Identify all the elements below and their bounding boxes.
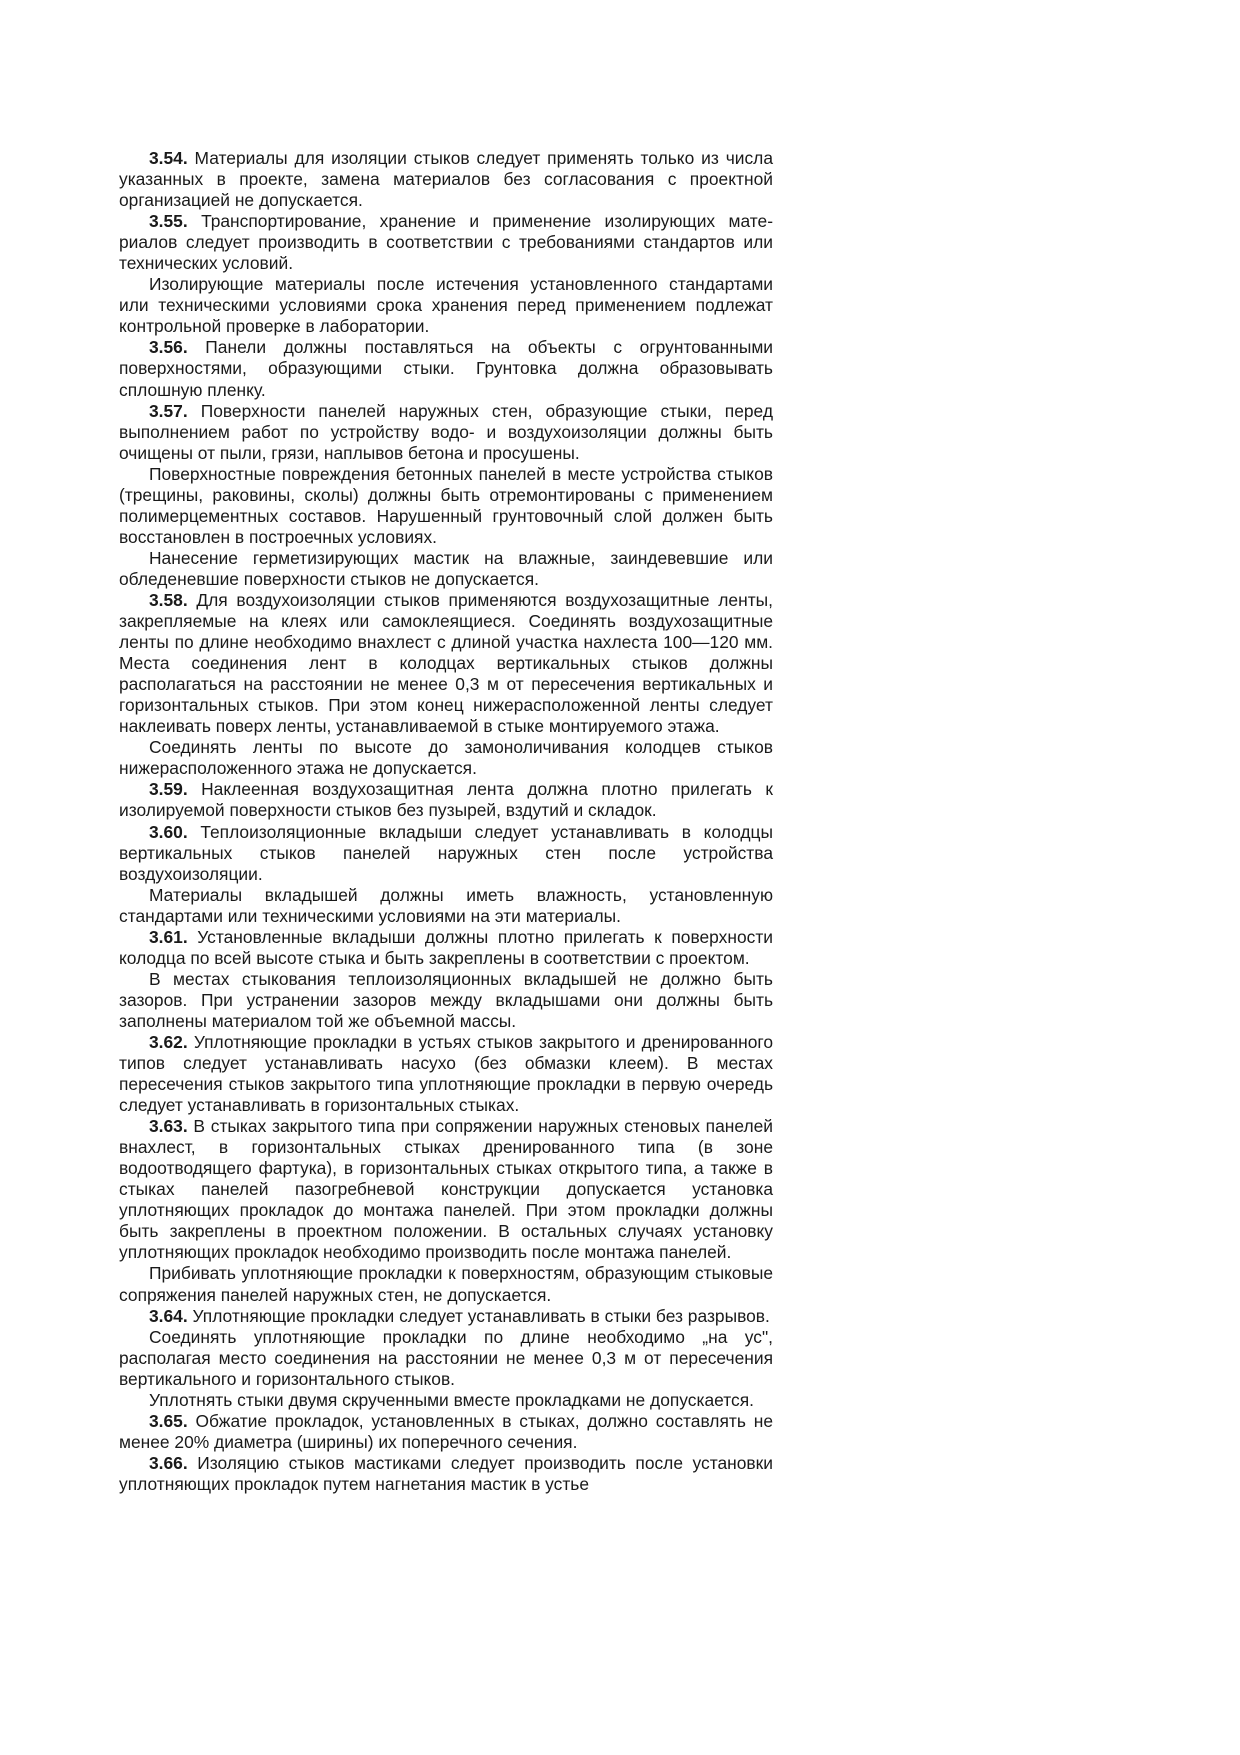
- paragraph-3-60: [119, 822, 773, 885]
- paragraph-3-58: [119, 590, 773, 737]
- paragraph-3-66: [119, 1453, 773, 1495]
- paragraph-3-57: [119, 401, 773, 464]
- clause-text: Уплотнять стыки двумя скрученными вместе прокладками не допускается.: [149, 1389, 754, 1410]
- clause-text: Для воздухоизоляции стыков применяются воздухозащитные ленты, закрепляемые на клеях или самоклеящиеся. Соединять воздухозащитные ленты по длине необходимо внахлест с длиной участка нахлеста 100—120 мм. Места соединения лент в колодцах вертикальных стыков должны располагаться на расстоянии не менее 0,3 м от пересечения вертикальных и горизонтальных стыков. При этом конец нижерасположенной ленты следует наклеивать поверх ленты, устанавливаемой в стыке монтируемого этажа.: [119, 589, 773, 737]
- clause-number: 3.66.: [149, 1452, 188, 1473]
- paragraph-3-54: [119, 148, 773, 211]
- clause-number: 3.65.: [149, 1410, 188, 1431]
- clause-text: Установленные вкладыши должны плотно прилегать к поверхности колодца по всей высоте стыка и быть закреплены в соответствии с проектом.: [119, 926, 773, 968]
- clause-number: 3.59.: [149, 779, 188, 800]
- clause-text: Прибивать уплотняющие прокладки к поверхностям, образующим стыковые сопряжения панелей наружных стен, не допускается.: [119, 1263, 773, 1305]
- paragraph-3-65: [119, 1411, 773, 1453]
- clause-text: Обжатие прокладок, установленных в стыках, должно составлять не менее 20% диаметра (ширины) их поперечного сечения.: [119, 1410, 773, 1452]
- clause-text: Поверхности панелей наружных стен, образующие стыки, перед выполнением работ по устройству водо- и воздухоизоляции должны быть очищены от пыли, грязи, наплывов бетона и просушены.: [119, 400, 773, 463]
- clause-number: 3.57.: [149, 400, 188, 421]
- clause-text: Панели должны поставляться на объекты с огрунтованными поверхностями, образующими стыки. Грунтовка должна образовывать сплошную пленку.: [119, 337, 773, 400]
- clause-text: Материалы для изоляции стыков следует применять только из числа указанных в проекте, замена материалов без согласования с проектной организацией не допускается.: [119, 148, 773, 211]
- paragraph-3-61: [119, 927, 773, 969]
- paragraph: [119, 737, 773, 779]
- paragraph: [119, 1327, 773, 1390]
- clause-number: 3.63.: [149, 1116, 188, 1137]
- clause-text: В местах стыкования теплоизоляционных вкладышей не должно быть зазоров. При устранении зазоров между вкладышами они должны быть заполнены материалом той же объемной массы.: [119, 968, 773, 1031]
- paragraph-3-63: [119, 1116, 773, 1263]
- clause-number: 3.55.: [149, 211, 188, 232]
- clause-number: 3.61.: [149, 926, 188, 947]
- clause-text: Транспортирование, хранение и применение изолирующих материалов следует производить в соответствии с требованиями стандартов или технических условий.: [119, 211, 773, 274]
- clause-text: Уплотняющие прокладки в устьях стыков закрытого и дренированного типов следует устанавливать насухо (без обмазки клеем). В местах пересечения стыков закрытого типа уплотняющие прокладки в первую очередь следует устанавливать в горизонтальных стыках.: [119, 1031, 773, 1116]
- clause-text: Поверхностные повреждения бетонных панелей в месте устройства стыков (трещины, раковины, сколы) должны быть отремонтированы с применением полимерцементных составов. Нарушенный грунтовочный слой должен быть восстановлен в построечных условиях.: [119, 463, 773, 547]
- clause-number: 3.60.: [149, 821, 188, 842]
- clause-number: 3.58.: [149, 589, 188, 610]
- paragraph: [119, 1390, 773, 1411]
- clause-number: 3.56.: [149, 337, 188, 358]
- paragraph-3-62: [119, 1032, 773, 1116]
- clause-text: Соединять уплотняющие прокладки по длине необходимо „на ус", располагая место соединения на расстоянии не менее 0,3 м от пересечения вертикального и горизонтального стыков.: [119, 1326, 773, 1389]
- paragraph: [119, 548, 773, 590]
- paragraph: [119, 464, 773, 548]
- clause-text: В стыках закрытого типа при сопряжении наружных стеновых панелей внахлест, в горизонтальных стыках дренированного типа (в зоне водоотводящего фартука), в горизонтальных стыках открытого типа, а также в стыках панелей пазогребневой конструкции допускается установка уплотняющих прокладок до монтажа панелей. При этом прокладки должны быть закреплены в проектном положении. В остальных случаях установку уплотняющих прокладок необходимо производить после монтажа панелей.: [119, 1116, 773, 1263]
- clause-text: Наклеенная воздухозащитная лента должна плотно прилегать к изолируемой поверхности стыков без пузырей, вздутий и складок.: [119, 779, 773, 821]
- document-page: [119, 148, 773, 1495]
- paragraph: [119, 274, 773, 337]
- clause-text: Материалы вкладышей должны иметь влажность, установленную стандартами или техническими условиями на эти материалы.: [119, 884, 773, 926]
- paragraph-3-64: [119, 1306, 773, 1327]
- paragraph: [119, 1263, 773, 1305]
- clause-number: 3.64.: [149, 1305, 188, 1326]
- clause-text: Изолирующие материалы после истечения установленного стандартами или техническими условиями срока хранения перед применением подлежат контрольной проверке в лаборатории.: [119, 274, 773, 337]
- paragraph-3-59: [119, 779, 773, 821]
- paragraph: [119, 969, 773, 1032]
- clause-text: Нанесение герметизирующих мастик на влажные, заиндевевшие или обледеневшие поверхности стыков не допускается.: [119, 547, 773, 589]
- clause-number: 3.54.: [149, 148, 188, 168]
- clause-number: 3.62.: [149, 1031, 188, 1052]
- clause-text: Теплоизоляционные вкладыши следует устанавливать в колодцы вертикальных стыков панелей наружных стен после устройства воздухоизоляции.: [119, 821, 773, 884]
- paragraph: [119, 885, 773, 927]
- clause-text: Изоляцию стыков мастиками следует производить после установки уплотняющих прокладок путем нагнетания мастик в устье: [119, 1452, 773, 1494]
- clause-text: Соединять ленты по высоте до замоноличивания колодцев стыков нижерасположенного этажа не допускается.: [119, 737, 773, 779]
- clause-text: Уплотняющие прокладки следует устанавливать в стыки без разрывов.: [187, 1305, 770, 1326]
- paragraph-3-55: [119, 211, 773, 274]
- paragraph-3-56: [119, 337, 773, 400]
